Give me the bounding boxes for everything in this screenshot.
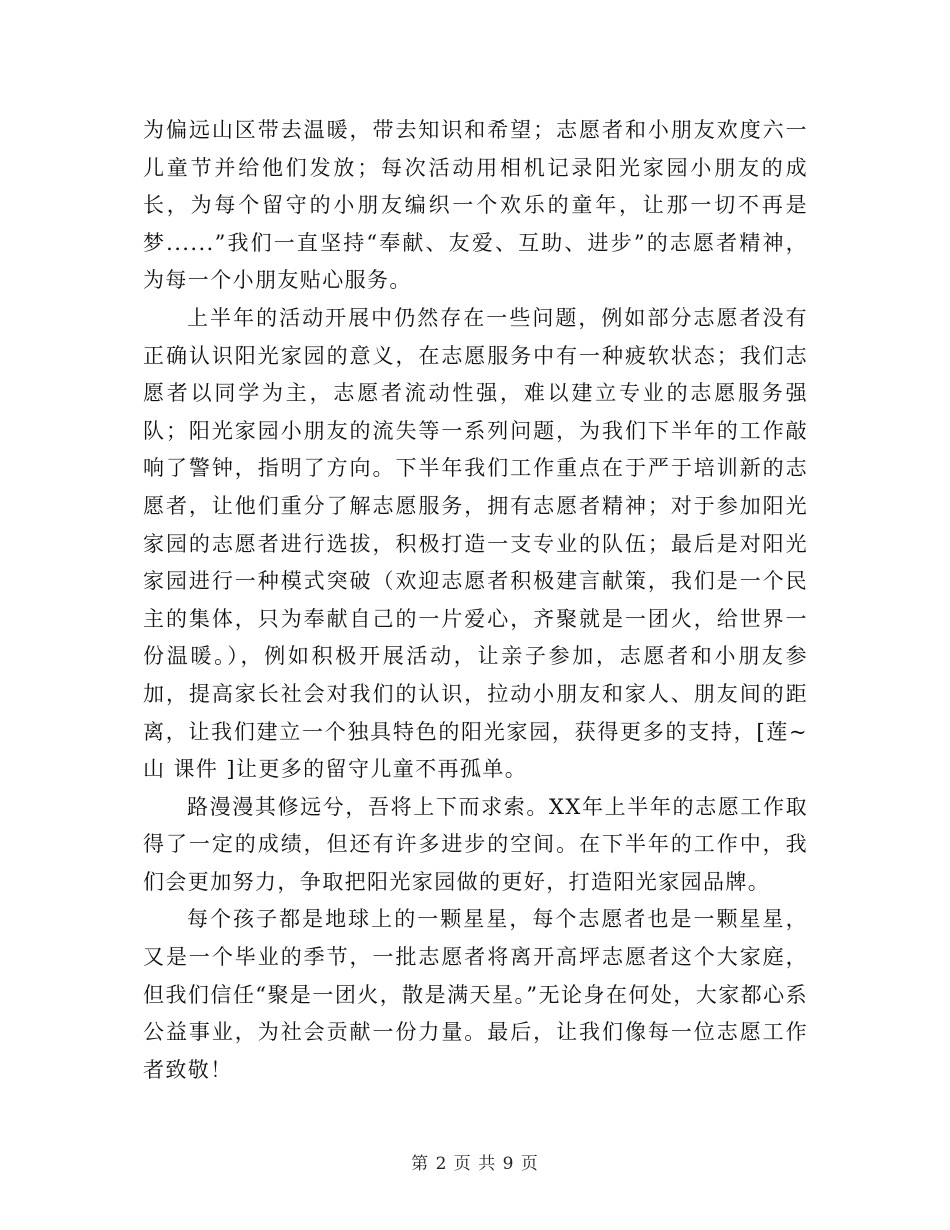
page-number-footer: 第 2 页 共 9 页 — [411, 1154, 539, 1174]
paragraph-problems-and-plans: 上半年的活动开展中仍然存在一些问题，例如部分志愿者没有正确认识阳光家园的意义，在志愿服务中有一种疲软状态；我们志愿者以同学为主，志愿者流动性强，难以建立专业的志愿服务强队；阳光家园小朋友的流失等一系列问题，为我们下半年的工作敲响了警钟，指明了方向。下半年我们工作重点在于严于培训新的志愿者，让他们重分了解志愿服务，拥有志愿者精神；对于参加阳光家园的志愿者进行选拔，积极打造一支专业的队伍；最后是对阳光家园进行一种模式突破（欢迎志愿者积极建言献策，我们是一个民主的集体，只为奉献自己的一片爱心，齐聚就是一团火，给世界一份温暖。），例如积极开展活动，让亲子参加，志愿者和小朋友参加，提高家长社会对我们的认识，拉动小朋友和家人、朋友间的距离，让我们建立一个独具特色的阳光家园，获得更多的支持，[莲~山 课件 ]让更多的留守儿童不再孤单。 — [143, 305, 808, 782]
paragraph-closing: 每个孩子都是地球上的一颗星星，每个志愿者也是一颗星星，又是一个毕业的季节，一批志愿者将离开高坪志愿者这个大家庭，但我们信任“聚是一团火，散是满天星。”无论身在何处，大家都心系公益事业，为社会贡献一份力量。最后，让我们像每一位志愿工作者致敬！ — [143, 907, 808, 1082]
paragraph-continuation: 为偏远山区带去温暖，带去知识和希望；志愿者和小朋友欢度六一儿童节并给他们发放；每次活动用相机记录阳光家园小朋友的成长，为每个留守的小朋友编织一个欢乐的童年，让那一切不再是梦......”我们一直坚持“奉献、友爱、互助、进步”的志愿者精神，为每一个小朋友贴心服务。 — [143, 118, 808, 293]
document-body — [143, 112, 808, 1089]
paragraph-outlook: 路漫漫其修远兮，吾将上下而求索。XX年上半年的志愿工作取得了一定的成绩，但还有许多进步的空间。在下半年的工作中，我们会更加努力，争取把阳光家园做的更好，打造阳光家园品牌。 — [143, 794, 808, 894]
